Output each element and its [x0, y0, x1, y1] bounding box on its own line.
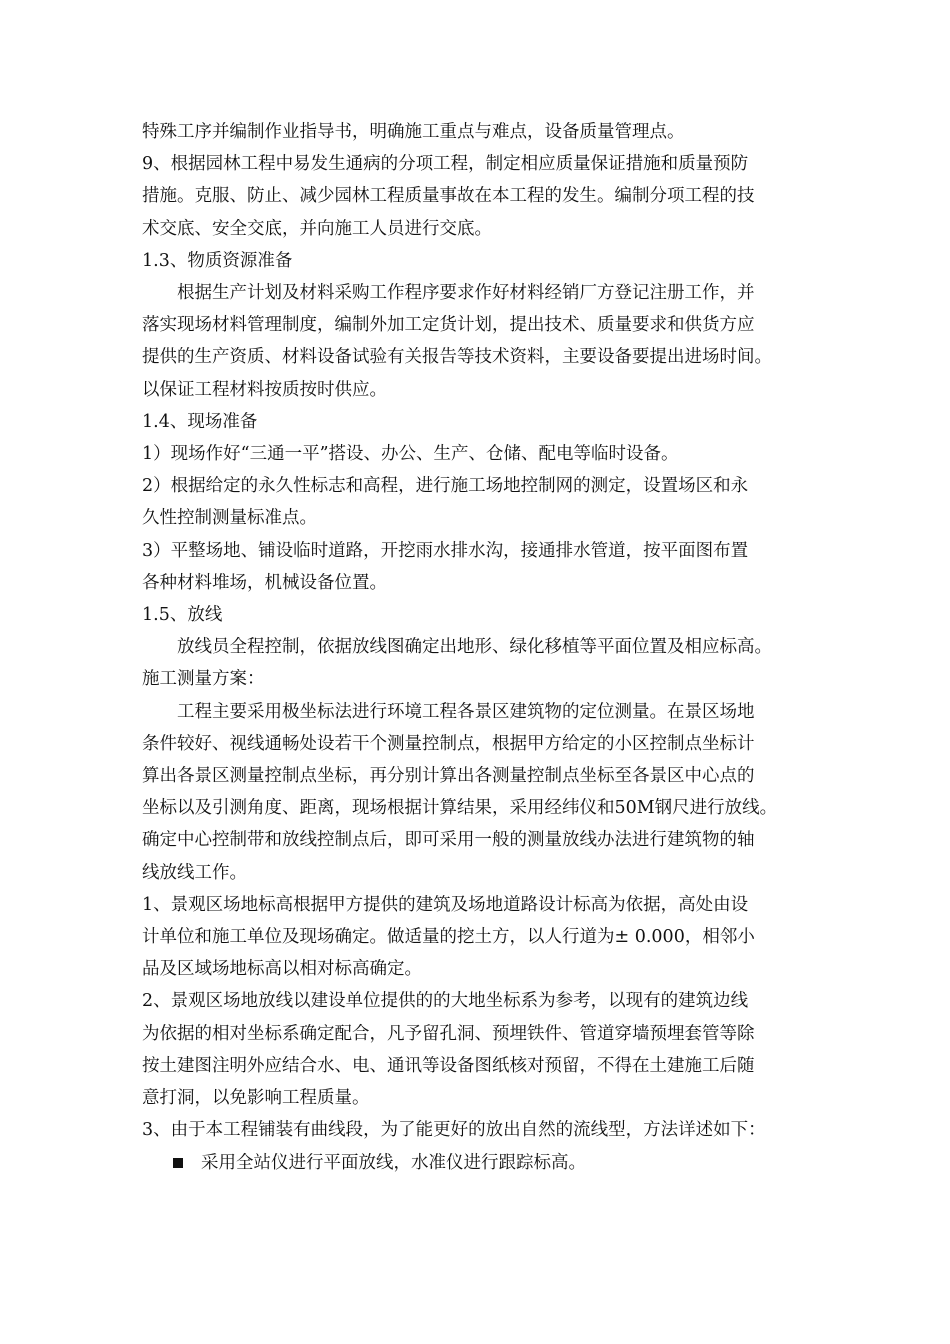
text-line: 坐标以及引测角度、距离，现场根据计算结果，采用经纬仪和50M钢尺进行放线。 [142, 798, 778, 819]
paragraph-item-3 [142, 1114, 810, 1146]
paragraph-site-prep-2 [142, 470, 810, 534]
text-line: 术交底、安全交底，并向施工人员进行交底。 [142, 218, 492, 239]
text-line: 算出各景区测量控制点坐标，再分别计算出各测量控制点坐标至各景区中心点的 [142, 766, 755, 787]
text-line: 3、由于本工程铺装有曲线段，为了能更好的放出自然的流线型，方法详述如下： [142, 1120, 766, 1141]
text-line: 9、根据园林工程中易发生通病的分项工程，制定相应质量保证措施和质量预防 [142, 154, 749, 175]
paragraph-layout-control [142, 631, 810, 663]
paragraph-item-1 [142, 889, 810, 986]
section-heading-1-5: 1.5、放线 [142, 605, 223, 626]
paragraph-survey-method [142, 696, 810, 889]
text-line: 以保证工程材料按质按时供应。 [142, 379, 387, 400]
text-line: 按土建图注明外应结合水、电、通讯等设备图纸核对预留，不得在土建施工后随 [142, 1055, 755, 1076]
paragraph-site-prep-3 [142, 535, 810, 599]
text-line: 久性控制测量标准点。 [142, 508, 317, 529]
text-line: 工程主要采用极坐标法进行环境工程各景区建筑物的定位测量。在景区场地 [177, 701, 755, 722]
text-line: 施工测量方案： [142, 669, 265, 690]
paragraph-item-9 [142, 148, 810, 245]
text-line: 计单位和施工单位及现场确定。做适量的挖土方，以人行道为± 0.000，相邻小 [142, 927, 755, 948]
square-bullet-icon [173, 1158, 183, 1168]
paragraph-material-prep [142, 277, 810, 406]
section-heading-1-3: 1.3、物质资源准备 [142, 250, 293, 271]
text-line: 1、景观区场地标高根据甲方提供的建筑及场地道路设计标高为依据，高处由设 [142, 894, 749, 915]
text-line: 2）根据给定的永久性标志和高程，进行施工场地控制网的测定，设置场区和永 [142, 476, 749, 497]
paragraph-item-2 [142, 985, 810, 1114]
text-line: 确定中心控制带和放线控制点后，即可采用一般的测量放线办法进行建筑物的轴 [142, 830, 755, 851]
text-line: 提供的生产资质、材料设备试验有关报告等技术资料，主要设备要提出进场时间。 [142, 347, 772, 368]
document-page [142, 116, 810, 1179]
text-line: 品及区域场地标高以相对标高确定。 [142, 959, 422, 980]
text-line: 线放线工作。 [142, 862, 247, 883]
text-line: 为依据的相对坐标系确定配合，凡予留孔洞、预埋铁件、管道穿墙预埋套管等除 [142, 1023, 755, 1044]
text-line: 措施。克服、防止、减少园林工程质量事故在本工程的发生。编制分项工程的技 [142, 186, 755, 207]
bullet-text: 采用全站仪进行平面放线，水准仪进行跟踪标高。 [201, 1152, 586, 1173]
text-line: 3）平整场地、铺设临时道路，开挖雨水排水沟，接通排水管道，按平面图布置 [142, 540, 749, 561]
text-line: 意打洞，以免影响工程质量。 [142, 1088, 370, 1109]
text-line: 各种材料堆场，机械设备位置。 [142, 572, 387, 593]
text-line: 根据生产计划及材料采购工作程序要求作好材料经销厂方登记注册工作，并 [177, 283, 755, 304]
text-line: 特殊工序并编制作业指导书，明确施工重点与难点，设备质量管理点。 [142, 122, 685, 142]
paragraph-site-prep-1 [142, 438, 810, 470]
paragraph-survey-plan-label [142, 663, 810, 695]
text-line: 2、景观区场地放线以建设单位提供的的大地坐标系为参考，以现有的建筑边线 [142, 991, 749, 1012]
text-line: 条件较好、视线通畅处设若干个测量控制点，根据甲方给定的小区控制点坐标计 [142, 733, 755, 754]
text-line: 落实现场材料管理制度，编制外加工定货计划，提出技术、质量要求和供货方应 [142, 315, 755, 336]
bullet-list-item [142, 1147, 810, 1179]
text-line: 放线员全程控制，依据放线图确定出地形、绿化移植等平面位置及相应标高。 [177, 637, 772, 658]
section-heading-1-4: 1.4、现场准备 [142, 411, 258, 432]
text-line: 1）现场作好“三通一平”搭设、办公、生产、仓储、配电等临时设备。 [142, 444, 679, 465]
paragraph-continuation [142, 116, 810, 148]
